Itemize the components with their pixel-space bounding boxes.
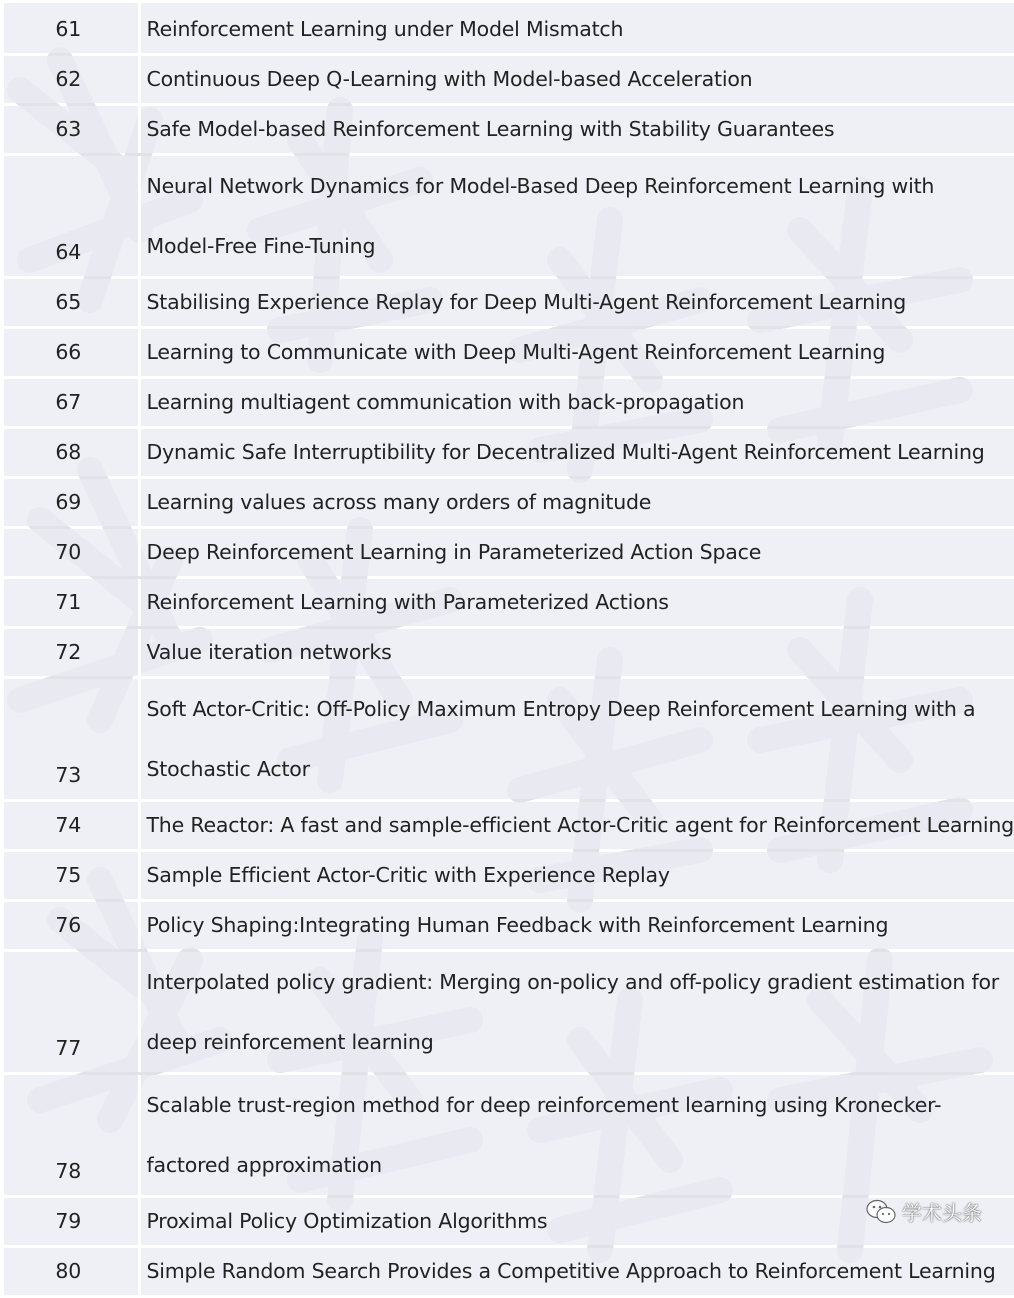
table-row [4, 479, 1014, 526]
title-line: Deep Reinforcement Learning in Parameterized Action Space [146, 540, 762, 564]
table-row [4, 629, 1014, 676]
item-title [141, 1075, 1014, 1195]
item-number: 76 [4, 902, 141, 949]
table-row [4, 952, 1014, 1072]
table-row [4, 1075, 1014, 1195]
table-row [4, 429, 1014, 476]
item-title [141, 629, 1014, 676]
item-title [141, 802, 1014, 849]
item-number: 72 [4, 629, 141, 676]
title-line: Safe Model-based Reinforcement Learning with Stability Guarantees [146, 117, 835, 141]
item-title [141, 852, 1014, 899]
title-line: Reinforcement Learning under Model Mismatch [146, 17, 624, 41]
item-number: 71 [4, 579, 141, 626]
item-number: 62 [4, 56, 141, 103]
item-number: 63 [4, 106, 141, 153]
item-title [141, 156, 1014, 276]
item-number: 66 [4, 329, 141, 376]
title-line: Policy Shaping:Integrating Human Feedback with Reinforcement Learning [146, 913, 889, 937]
title-line: Value iteration networks [146, 640, 392, 664]
table-row [4, 679, 1014, 799]
title-line: Dynamic Safe Interruptibility for Decentralized Multi-Agent Reinforcement Learning [146, 440, 985, 464]
item-title [141, 679, 1014, 799]
item-title [141, 579, 1014, 626]
item-number: 69 [4, 479, 141, 526]
item-title [141, 379, 1014, 426]
item-number: 79 [4, 1198, 141, 1245]
brand-text: 学术头条 [902, 1201, 982, 1225]
reference-list [4, 0, 1014, 1298]
item-title [141, 279, 1014, 326]
item-number: 70 [4, 529, 141, 576]
title-line: Neural Network Dynamics for Model-Based Deep Reinforcement Learning with [146, 174, 935, 198]
item-number: 77 [4, 952, 141, 1072]
item-number: 64 [4, 156, 141, 276]
item-number: 61 [4, 3, 141, 53]
title-line: Simple Random Search Provides a Competitive Approach to Reinforcement Learning [146, 1259, 996, 1283]
title-line: Interpolated policy gradient: Merging on-policy and off-policy gradient estimation for [146, 970, 1000, 994]
table-row [4, 1198, 1014, 1245]
table-row [4, 902, 1014, 949]
item-title [141, 3, 1014, 53]
title-line: Model-Free Fine-Tuning [146, 234, 376, 258]
item-number: 78 [4, 1075, 141, 1195]
title-line: Learning to Communicate with Deep Multi-Agent Reinforcement Learning [146, 340, 886, 364]
table-row [4, 156, 1014, 276]
title-line: Continuous Deep Q-Learning with Model-based Acceleration [146, 67, 753, 91]
table-row [4, 379, 1014, 426]
table-row [4, 852, 1014, 899]
item-number: 65 [4, 279, 141, 326]
item-title [141, 429, 1014, 476]
table-row [4, 1248, 1014, 1295]
title-line: Reinforcement Learning with Parameterized Actions [146, 590, 669, 614]
title-line: Stochastic Actor [146, 757, 310, 781]
title-line: Stabilising Experience Replay for Deep Multi-Agent Reinforcement Learning [146, 290, 907, 314]
title-line: factored approximation [146, 1153, 382, 1177]
table-row [4, 106, 1014, 153]
title-line: Scalable trust-region method for deep reinforcement learning using Kronecker- [146, 1093, 942, 1117]
title-line: Learning multiagent communication with back-propagation [146, 390, 745, 414]
title-line: The Reactor: A fast and sample-efficient Actor-Critic agent for Reinforcement Learning [146, 813, 1014, 837]
wechat-icon [866, 1199, 896, 1225]
title-line: Proximal Policy Optimization Algorithms [146, 1209, 548, 1233]
item-number: 80 [4, 1248, 141, 1295]
item-title [141, 479, 1014, 526]
item-title [141, 902, 1014, 949]
brand-watermark [866, 1197, 982, 1226]
table-row [4, 56, 1014, 103]
table-row [4, 802, 1014, 849]
item-title [141, 56, 1014, 103]
title-line: Soft Actor-Critic: Off-Policy Maximum Entropy Deep Reinforcement Learning with a [146, 697, 976, 721]
title-line: Sample Efficient Actor-Critic with Experience Replay [146, 863, 670, 887]
item-number: 67 [4, 379, 141, 426]
item-title [141, 952, 1014, 1072]
item-title [141, 1248, 1014, 1295]
item-title [141, 529, 1014, 576]
item-number: 75 [4, 852, 141, 899]
title-line: Learning values across many orders of magnitude [146, 490, 652, 514]
item-title [141, 106, 1014, 153]
item-number: 73 [4, 679, 141, 799]
table-row [4, 529, 1014, 576]
item-title [141, 329, 1014, 376]
item-number: 74 [4, 802, 141, 849]
table-row [4, 329, 1014, 376]
table-row [4, 579, 1014, 626]
table-row [4, 3, 1014, 53]
item-number: 68 [4, 429, 141, 476]
title-line: deep reinforcement learning [146, 1030, 434, 1054]
table-row [4, 279, 1014, 326]
